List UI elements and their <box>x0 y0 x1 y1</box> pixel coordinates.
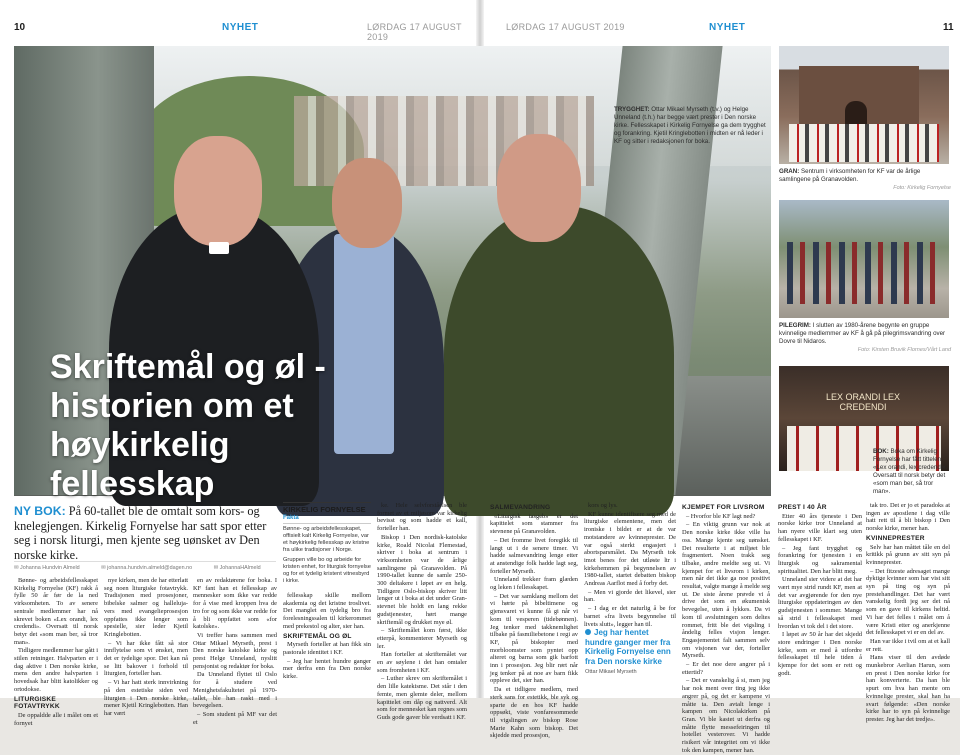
subheading: SALMEVANDRING <box>490 504 551 511</box>
paragraph: De oppaldde alle i målet om et fornyet <box>14 711 98 727</box>
paragraph: – Jeg har hentet hundre ganger mer derfra enn fra Den norske kirke. <box>283 657 371 681</box>
paragraph: tak tro. Det er jo et paradoks at ingen av apostlene i dag ville hatt rett til å bli biskop i Den norske kirke, mener han. <box>866 502 950 533</box>
section-label-left: NYHET <box>222 22 259 33</box>
procession-clergy <box>789 124 939 162</box>
caption-pilgrim-text: I slutten av 1980-årene begynte en gruppe kvinnelige medlemmer av KF å gå på pilegrimsvandring over Dovre til Nidaros. <box>779 322 946 345</box>
caption-gran <box>779 168 951 192</box>
person-right-head <box>497 134 581 242</box>
quote-dot-icon <box>585 629 591 635</box>
caption-gran-text: Sentrum i virksomheten for KF var de årlige samlingene på Granavolden. <box>779 168 921 183</box>
hero-photo <box>14 46 771 503</box>
paragraph: Etter 40 års tjeneste i Den norske kirke tror Unneland at han nyere ville klart seg uten fellesskapet i KF. <box>778 512 862 543</box>
caption-pilgrim-label: PILEGRIM: <box>779 322 811 329</box>
caption-book-label: BOK: <box>873 448 889 455</box>
paragraph: – Det var samklang mellom det vi hørte på bibeltimene og gjensvaret vi kunne få gi når vi kom til vesperen (tidebønnen). Jeg tenker med takknemlighet tilbake på fasmiliebetone i regi av KF, på biskopter med morbloomster som pyntet opp alteret og barna som gik barfott inn i prosesjon. Jeg blir rørt når jeg tenker på at noe av barn fikk oppleve det, sier han. <box>490 592 578 685</box>
paragraph: Unneland sier videre at det har vært mye strid rundt KF, men at det var avgjørende for den nye liturgiske oppdateringen av den gudstjenesten i sommer. Mange så strid i fellesskapet med hvordan vi tok del i det store. <box>778 576 862 630</box>
caption-book <box>873 448 951 496</box>
subheading: PREST I 40 ÅR <box>778 504 827 511</box>
paragraph: – Det er vanskelig å si, men jeg har nok ment over ting jeg ikke angrer på, og det er kampene vi måtte ta. Den avtalt lenge i kampen om Nicolakirken på Gran. Vi ble kastet ut derfra og måtte flytte messefeiringen til hotellet vesterover. Vi hadde risikert vår integritet om vi ikke tok den kampen, mener han. <box>682 677 770 754</box>
fact-box-text: Bønne- og arbeidsfellesskapet, offisielt kalt Kirkelig Fornyelse, var et høykirkelig fellesskap av kristne fra ulike tradisjoner i Norge. <box>283 526 370 553</box>
paragraph: Da et tidligere medlem, med sterk sans for estetikk, ble syk og sparte de en hos KF hadde oppsøkt, viste vonfaresommede til vigslingen av biskop Rose Marie Kahn som biskop. Det skjedde med prosesjon, <box>490 686 578 740</box>
paragraph: Unneland trekker fram glæden og leken i fellesskapet. <box>490 576 578 592</box>
paragraph: Da Unneland flyttet til Oslo for å studere ved Menighetsfakultetet på 1970-tallet, ble han raskt med i bevegelsen. <box>193 671 277 710</box>
paragraph: Han var ikke i tvil om at et kall er rett. <box>866 637 950 653</box>
byline-email[interactable]: ✉ johanna.hundvin.almeld@dagen.no <box>101 565 193 571</box>
dateline-left: LØRDAG 17 AUGUST 2019 <box>367 22 462 42</box>
paragraph: Han forteller at skriftemålet var en av søylene i det han omtaler som fromheten i KF. <box>377 651 467 674</box>
photo-gran <box>779 46 949 164</box>
column-8 <box>682 502 771 754</box>
page-number-right: 11 <box>943 22 954 33</box>
paragraph: – Vi har ikke fått så stor innflytelse som vi ønsket, men det er tydelige spor. Det kan nå se litt bakover i forhold til liturgien, forteller han. <box>104 639 188 678</box>
column-7 <box>584 502 676 628</box>
clerical-collar <box>209 242 229 254</box>
paragraph: Selv har han måttet tåle en del kritikk på grunn av sitt syn på kvinneprester. <box>866 543 950 566</box>
paragraph: – I dag er det naturlig å be for barnet «fra livets begynnelse til livets slutt», legger han til. <box>584 605 676 628</box>
headline: Skriftemål og øl - historien om et høykirkelig fellesskap <box>50 348 326 503</box>
column-4 <box>283 592 371 693</box>
paragraph: Myrseth forteller at han fikk sin pastorale identitet i KF. <box>283 641 371 656</box>
caption-book-text: Boka om Kirkelig Fornyelse har fått tittelen «Lex orandi, lex credendi». Oversatt til norsk betyr det «som man ber, så tror man». <box>873 448 948 495</box>
column-3 <box>193 577 277 726</box>
column-5 <box>377 502 467 721</box>
person-left-head <box>174 136 262 246</box>
pull-quote-author: Ottar Mikael Myrseth <box>585 669 637 675</box>
paragraph: fellesskap skille mellom akademia og det kristne troslivet. Det manglet en tydelig bro fra forelesningssalen til kirkerommet med prekestol og alter, sier han. <box>283 592 371 630</box>
dateline-right: LØRDAG 17 AUGUST 2019 <box>506 22 625 32</box>
paragraph: KF kunne identifisere seg med de liturgiske elementene, men det ironiske i bildet er at de var motstandere av kvinneprester. De var også sterkt engasjert i abortsparsmålet. Da Myrseth tok imot benes for det utløste ltr i kirkehemmen på begynnelsen av 1980-tallet, startet debatten biskop Andreas Aarflot med å forby det. <box>584 510 676 588</box>
paragraph: – Jeg fant trygghet og forankring for tjenesten i en liturgisk og sakramental spiritualitet. Den har blitt meg. <box>778 544 862 575</box>
caption-gran-credit: Foto: Kirkelig Fornyelse <box>893 185 951 191</box>
caption-pilgrim <box>779 322 951 354</box>
paragraph: – Det fromme livet foregikk til langt ut i de senere timer. Vi hadde salmevandring lenge etter at anstendige folk hadde lagt seg, forteller Myrseth. <box>490 536 578 575</box>
paragraph: – Det fitzeste adresaget mange dyktige kvinner som har vist sitt syn på ting og syn på prestehandlinger. Det har vært vanskelig fordi jeg ser det nå som en gave til kirkens heltid. Vi har det felles i målet om å være Kristi etter og anerkjenne det fellesskapet vi er en del av. <box>866 567 950 637</box>
photo-pilgrim <box>779 200 949 318</box>
ingress-lead: NY BOK: <box>14 504 66 518</box>
subheading: SKRIFTEMÅL OG ØL <box>283 632 352 640</box>
paragraph: – Er det noe dere angrer på i ettertid? <box>682 661 770 676</box>
column-6 <box>490 502 578 740</box>
fact-box-title: KIRKELIG FORNYELSE <box>283 505 366 514</box>
paragraph: – En viktig grunn var nok at Den norske kirke ikke ville ha oss. Mange kjente seg uønsket. Det resulterte i at miljøet ble fragmentert. Noen trakk seg tilbake, andre meldte seg ut. Vi kjempet for et livsrom i kirken, men når det ikke ga noe positivt resultat, valgte mange å melde seg ut. De siste årene prøvde vi å drive det som en økumenisk bevegelse, uten å lykkes. Da vi kom til avslutningen som deltes rommet, fritt ble det vigsling i åndelig felles visjon lenger. Engasjementet falt sammen selv om visjonen var der, forteller Myrseth. <box>682 521 771 660</box>
fact-box <box>283 502 371 592</box>
column-2 <box>104 577 188 717</box>
paragraph: ke. Hele selvforståelsen ble formet av et miljøsom var kirkelig bevisst og som hadde et kall, forteller han. <box>377 502 467 533</box>
caption-pilgrim-credit: Foto: Kirsten Bruvik Flornes/Vårt Land <box>857 347 951 353</box>
paragraph: – Som student på MF var det et <box>193 710 277 726</box>
pull-quote <box>585 628 677 678</box>
paragraph: kors og lys. <box>588 502 618 509</box>
hero-caption-text: Ottar Mikael Myrseth (t.v.) og Helge Unneland (t.h.) har begge vært prester i Den norske kirke. Fellesskapet i Kirkelig Fornyelse ga dem trygghet og forankring. Kjetil Kringlebotten i midten er nå leder i KF og sitter i redaksjonen for boka. <box>614 106 766 145</box>
fact-box-tag: Fakta <box>283 515 371 524</box>
ingress <box>14 504 276 562</box>
ingress-text: På 60-tallet ble de omtalt som kors- og knelegjengen. Kirkelig Fornyelse har satt spor etter seg i norsk liturgi, men kjente seg uønsket av Den norske kirke. <box>14 504 267 562</box>
fact-box-text: Gruppen ville bo og arbeide for kristen enhet, for liturgisk fornyelse og for et tydelig kristent vitnesbyrd i kirke. <box>283 557 371 584</box>
paragraph: – Skriftemålet kom først, ikke etterpå, kommenterer Myrseth og ler. <box>377 627 467 650</box>
column-1 <box>14 577 98 727</box>
paragraph: nye kirken, men de har etterlatt seg noen liturgiske fotavtrykk. Tradisjonen med prosesjoner, bibelske salmer og halleluja-vers med evangelieprosesjon oppfattes ikke lenger som spesielle, sier leder Kjetil Kringlebotten. <box>104 577 188 638</box>
subheading: LITURGISKE FOTAVTRYKK <box>14 695 60 711</box>
hero-caption-label: TRYGGHET: <box>614 106 650 113</box>
paragraph: en av redaktørene for boka. I KF fant han et fellesskap av mennesker som ikke var redde for å vise med kroppen hva de tro for og som ikke var redde for å bli oppfattet som «for katolske». <box>193 577 277 631</box>
paragraph: Vi treffer hans sammen med Ottar Mikael Myrseth, prest i Den norske katolske kirke og prest Helge Unneland, nyslitt pensjonist og redaktør for boka. <box>193 631 277 670</box>
caption-gran-label: GRAN: <box>779 168 800 175</box>
person-right-body <box>444 206 674 516</box>
column-9 <box>778 502 862 693</box>
pilgrim-walkers <box>787 242 943 304</box>
book-banner: LEX ORANDI LEX CREDENDI <box>825 392 901 412</box>
byline-twitter[interactable]: ✉ JohannaHAlmeld <box>213 565 261 571</box>
page-number-left: 10 <box>14 22 26 33</box>
paragraph: – Hvorfor ble KF lagt ned? <box>686 512 756 520</box>
paragraph: I løpet av 50 år har det skjedd store endringer i Den norske kirke, som er med å utfordre fellesskapet til hele tiden å kjempe for det som er rett og godt. <box>778 631 862 677</box>
person-middle-head <box>332 158 402 248</box>
pull-quote-text: Jeg har hentet hundre ganger mer fra Kirkelig Fornyelse enn fra Den norske kirke <box>585 628 671 666</box>
paragraph: – Luther skrev om skriftemålet i den lille katekisme. Det står i den femte, men glemte deler, mellom kapittelet om dåp og nattverd. Alt som for mennesket kan regnes som Guds gode gaver ble verdsatt i KF. <box>377 675 467 721</box>
subheading: KJEMPET FOR LIVSROM <box>682 504 765 511</box>
paragraph: – Men vi gjorde det likevel, sier han. <box>584 588 676 604</box>
section-label-right: NYHET <box>709 22 746 33</box>
paragraph: Bønne- og arbeidsfellesskapet Kirkelig Fornyelse (KF) rakk å fylle 50 år før de la ned virksomheten. To av senere sentrale medlemmer har nå skrevet boken «Lex orandi, lex credendi». Oversatt til norsk betyr det «som man ber, så tror man». <box>14 577 98 646</box>
column-10 <box>866 502 950 723</box>
paragraph: Tidligere medlemmer har gått i stilen retninger. Halvparten er i dag aktive i Den norske kirke, mens den andre halvparten i hovedsak har blitt katolikker og ortodokse. <box>14 647 98 693</box>
paragraph: Biskop i Den nordisk-katolske kirke, Roald Nicolai Flemestad, skriver i boka at sentrum i virksomheten var de årlige samlingene på Granavolden. På 1990-tallet kunne de samle 250-300 deltakere i løpet av en helg. Tidligere Oslo-biskop skriver litt lenger ut i boka at det under Gran-stevnet ble holdt en lang rekke gudstjenester, hørt mange skriftemål og drukket mye øl. <box>377 533 467 626</box>
paragraph: «Liturgisk tasgeb» er det kapittelet som stammer fra stevnene på Granavolden. <box>490 512 578 536</box>
subheading: KVINNEPRESTER <box>866 534 925 542</box>
paragraph: – Vi har hatt sterk innvirkning på den estetiske siden ved liturgien i Den norske kirke, mener Kjetil Kringlebotten. Han har vært <box>104 679 188 717</box>
byline <box>14 561 276 571</box>
paragraph: Hans viser til den avdøde munkebror Aerlian Harun, som en prest i Den norske kirke for han konverterte. Da han ble spurt om hva han mente om kvinnelige prester, skal han ha svart følgende: «Den norske kirke har to syn på kvinnelige prester. Jeg har det tredje». <box>866 654 950 723</box>
byline-name: ✉ Johanna Hundvin Almeld <box>14 565 80 571</box>
hero-caption <box>614 106 772 146</box>
